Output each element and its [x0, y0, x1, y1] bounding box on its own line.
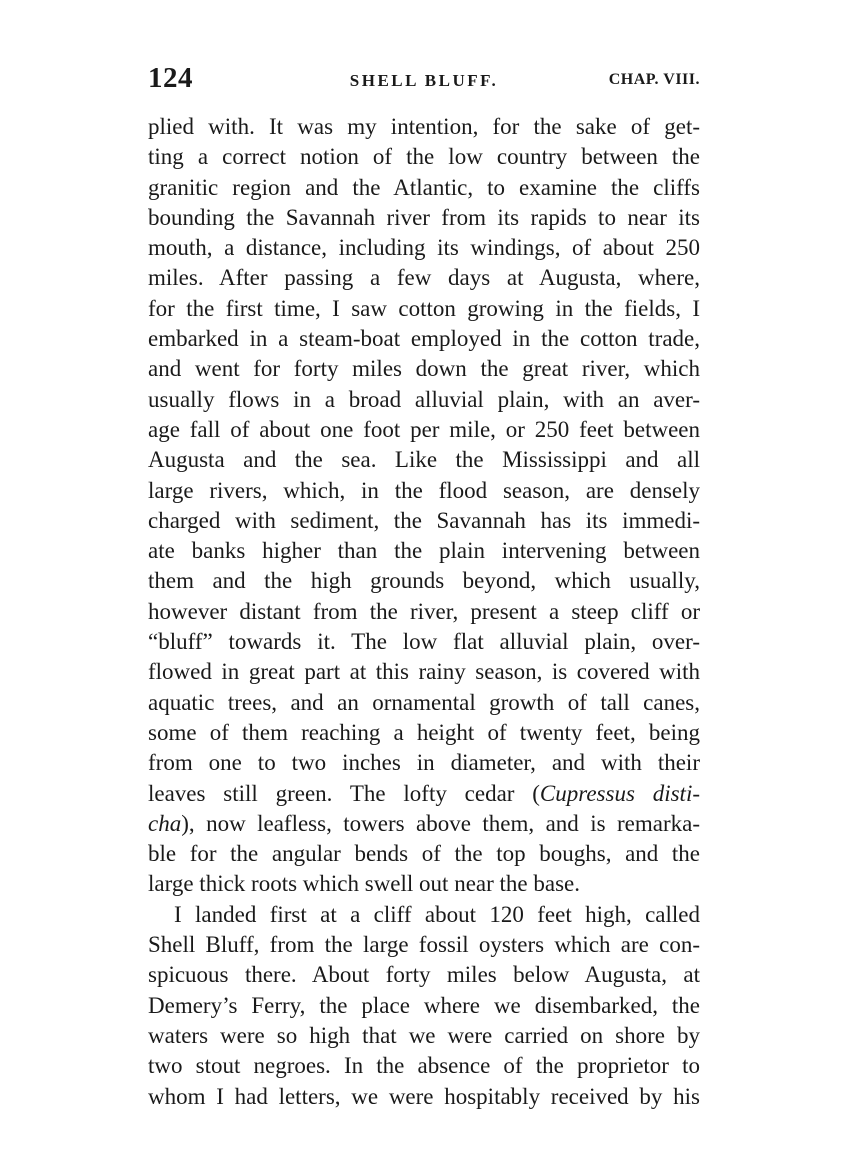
text-line: mouth, a distance, including its windings, of about 250 [148, 235, 700, 261]
body-text [148, 112, 700, 1112]
text-line: them and the high grounds beyond, which usually, [148, 568, 700, 594]
running-title: SHELL BLUFF. [349, 71, 499, 90]
text-line: “bluff” towards it. The low flat alluvial plain, over- [148, 629, 700, 655]
text-line: waters were so high that we were carried on shore by [148, 1022, 700, 1048]
chapter-reference: CHAP. VIII. [608, 71, 700, 88]
text-line: spicuous there. About forty miles below Augusta, at [148, 962, 700, 988]
page-number: 124 [148, 62, 193, 94]
text-line: Shell Bluff, from the large fossil oysters which are con- [148, 932, 700, 958]
text-line: cha), now leafless, towers above them, and is remarka- [148, 810, 700, 836]
text-line: ble for the angular bends of the top boughs, and the [148, 841, 700, 867]
text-line: ting a correct notion of the low country between the [148, 144, 700, 170]
text-line: Demery’s Ferry, the place where we disembarked, the [148, 992, 700, 1018]
text-line: and went for forty miles down the great river, which [148, 356, 700, 382]
text-line: charged with sediment, the Savannah has its immedi- [148, 507, 700, 533]
text-line: large rivers, which, in the flood season, are densely [148, 477, 700, 503]
text-line: large thick roots which swell out near the base. [148, 871, 580, 897]
text-line: whom I had letters, we were hospitably received by his [148, 1083, 700, 1109]
text-line: I landed first at a cliff about 120 feet high, called [174, 901, 700, 927]
text-line: flowed in great part at this rainy season, is covered with [148, 659, 700, 685]
text-line: Augusta and the sea. Like the Mississippi and all [148, 447, 700, 473]
text-line: aquatic trees, and an ornamental growth of tall canes, [148, 689, 700, 715]
text-line: however distant from the river, present a steep cliff or [148, 598, 700, 624]
text-line: plied with. It was my intention, for the sake of get- [148, 114, 700, 139]
text-line: leaves still green. The lofty cedar (Cupressus disti- [148, 780, 700, 806]
text-line: from one to two inches in diameter, and with their [148, 750, 700, 776]
text-line: for the first time, I saw cotton growing in the fields, I [148, 295, 700, 321]
text-line: bounding the Savannah river from its rapids to near its [148, 204, 700, 230]
text-line: age fall of about one foot per mile, or 250 feet between [148, 416, 700, 442]
text-line: embarked in a steam-boat employed in the cotton trade, [148, 326, 700, 352]
page-header [148, 62, 700, 98]
text-line: two stout negroes. In the absence of the proprietor to [148, 1053, 700, 1079]
text-line: ate banks higher than the plain intervening between [148, 538, 700, 564]
text-line: miles. After passing a few days at Augusta, where, [148, 265, 700, 291]
text-line: some of them reaching a height of twenty feet, being [148, 719, 700, 745]
text-line: granitic region and the Atlantic, to examine the cliffs [148, 174, 700, 200]
text-line: usually flows in a broad alluvial plain, with an aver- [148, 386, 700, 412]
